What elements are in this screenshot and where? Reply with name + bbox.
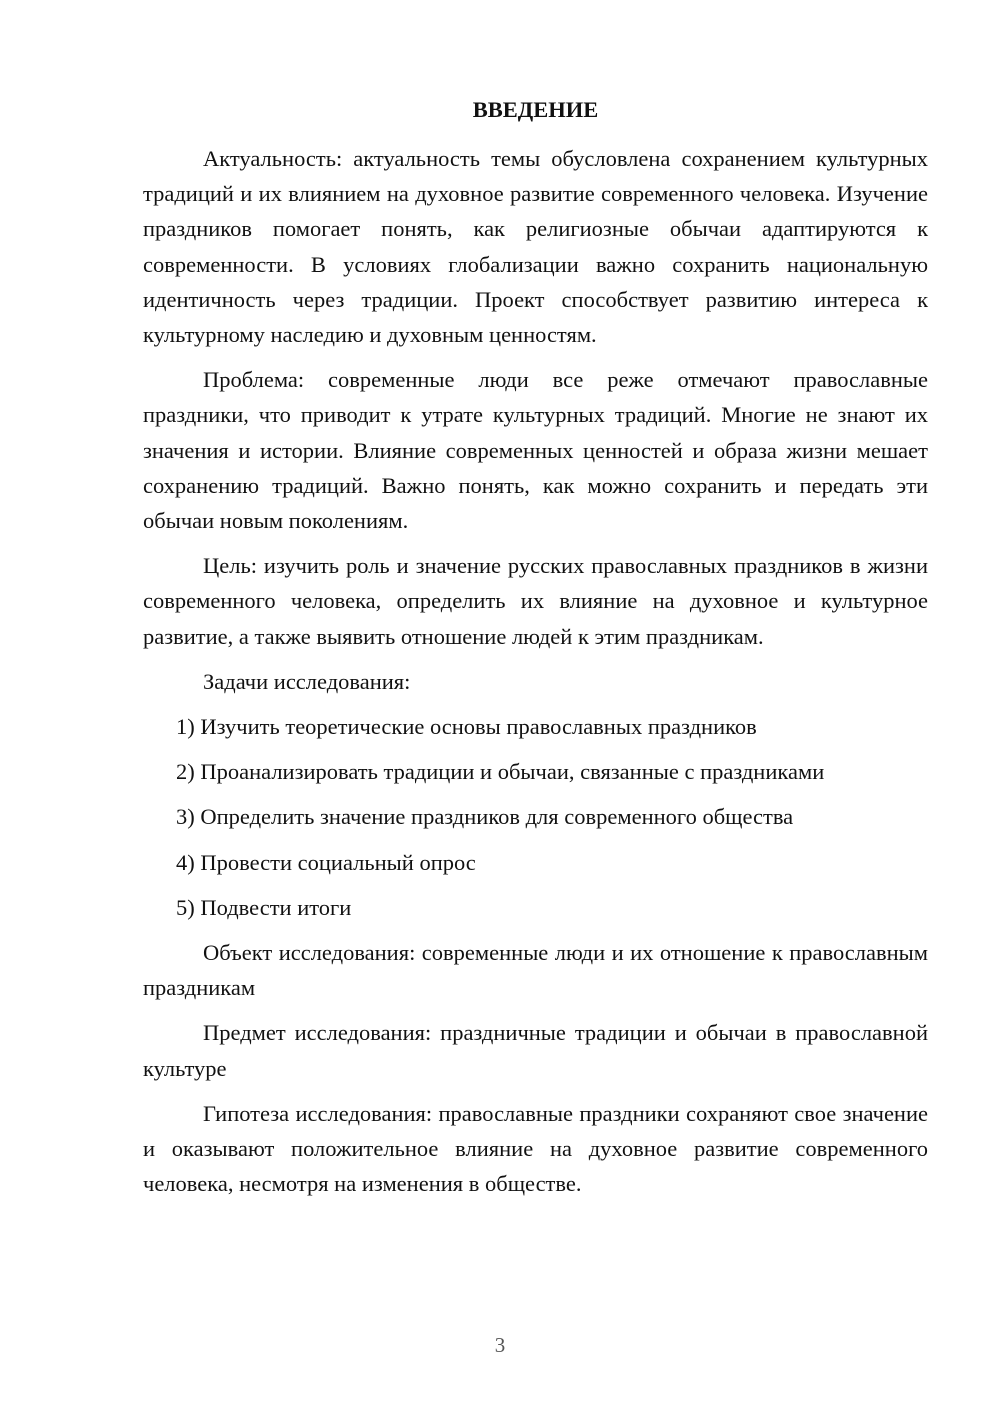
- paragraph-problem: Проблема: современные люди все реже отмечают православные праздники, что приводит к утрате культурных традиций. Многие не знают их значения и истории. Влияние современных ценностей и образа жизни мешает сохранению традиций. Важно понять, как можно сохранить и передать эти обычаи новым поколениям.: [143, 367, 928, 534]
- paragraph-hypothesis: Гипотеза исследования: православные праздники сохраняют свое значение и оказывают положительное влияние на духовное развитие современного человека, несмотря на изменения в обществе.: [143, 1100, 928, 1197]
- list-item: 3) Определить значение праздников для современного общества: [176, 804, 794, 830]
- paragraph-relevance: Актуальность: актуальность темы обусловлена сохранением культурных традиций и их влиянием на духовное развитие современного человека. Изучение праздников помогает понять, как религиозные обычаи адаптируются к современности. В условиях глобализации важно сохранить национальную идентичность через традиции. Проект способствует развитию интереса к культурному наследию и духовным ценностям.: [143, 146, 928, 348]
- paragraph-subject: Предмет исследования: праздничные традиции и обычаи в православной культуре: [143, 1020, 928, 1081]
- section-heading: ВВЕДЕНИЕ: [472, 97, 599, 122]
- list-item: 2) Проанализировать традиции и обычаи, связанные с праздниками: [176, 759, 825, 785]
- tasks-title: Задачи исследования:: [203, 668, 411, 694]
- page-content: [143, 92, 928, 1211]
- page-number: 3: [494, 1333, 506, 1357]
- list-item: 1) Изучить теоретические основы православных праздников: [176, 714, 757, 740]
- paragraph-object: Объект исследования: современные люди и их отношение к православным праздникам: [143, 940, 928, 1001]
- list-item: 5) Подвести итоги: [176, 894, 352, 920]
- tasks-list: [143, 709, 928, 925]
- list-item: 4) Провести социальный опрос: [176, 849, 476, 875]
- paragraph-goal: Цель: изучить роль и значение русских православных праздников в жизни современного человека, определить их влияние на духовное и культурное развитие, а также выявить отношение людей к этим праздникам.: [143, 553, 928, 649]
